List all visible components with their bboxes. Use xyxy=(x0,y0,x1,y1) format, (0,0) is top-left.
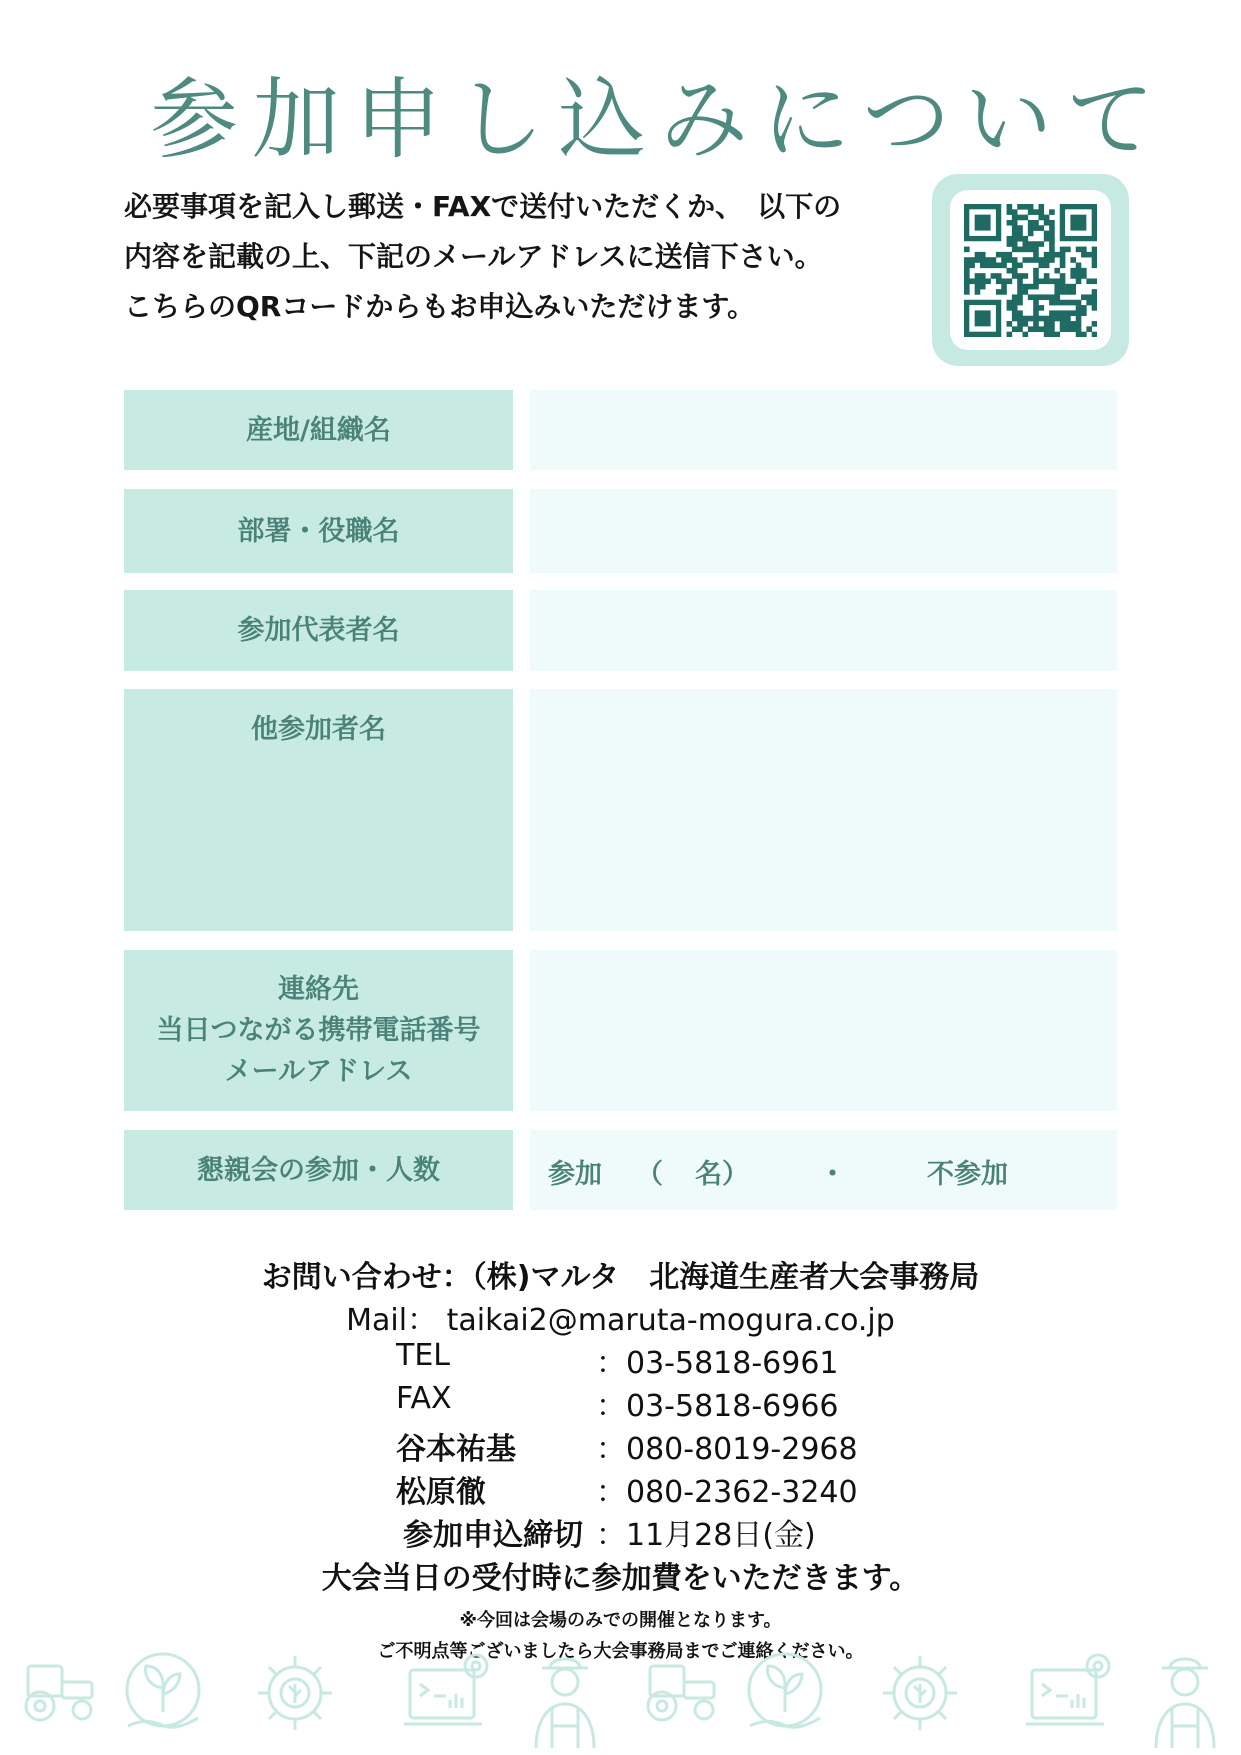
party-count-unit: 名） xyxy=(695,1159,749,1190)
field-label-line: 連絡先 xyxy=(278,974,359,1005)
field-input-representative[interactable] xyxy=(530,590,1117,671)
field-input-other-participants[interactable] xyxy=(530,689,1117,931)
footer-decoration xyxy=(0,1648,1241,1755)
field-input-party[interactable] xyxy=(530,1130,1117,1210)
deadline-value: ：11月28日(金) xyxy=(596,1518,816,1553)
field-input-contact[interactable] xyxy=(530,950,1117,1111)
form-row-other-participants xyxy=(124,689,1117,931)
form-row-organization xyxy=(124,390,1117,470)
deadline-label: 参加申込締切 xyxy=(403,1518,583,1553)
contact-value-person1: ：080-8019-2968 xyxy=(596,1432,858,1467)
field-input-organization[interactable] xyxy=(530,390,1117,470)
fee-note: 大会当日の受付時に参加費をいただきます。 xyxy=(321,1561,920,1596)
contact-value-tel: ：03-5818-6961 xyxy=(596,1346,839,1381)
laptop-gear-icon xyxy=(400,1648,495,1740)
field-input-department[interactable] xyxy=(530,489,1117,573)
contact-label-person1: 谷本祐基 xyxy=(396,1432,516,1467)
tractor-icon xyxy=(640,1648,722,1728)
field-label-contact xyxy=(124,950,513,1111)
intro-line: こちらのQRコードからもお申込みいただけます。 xyxy=(124,290,756,323)
form-row-contact xyxy=(124,950,1117,1111)
party-open-paren: （ xyxy=(636,1159,663,1190)
plant-hand-icon xyxy=(118,1648,208,1743)
field-label-organization: 産地/組織名 xyxy=(124,390,513,470)
field-label-party: 懇親会の参加・人数 xyxy=(124,1130,513,1210)
field-label-other-participants: 他参加者名 xyxy=(124,689,513,931)
note-venue-only: ※今回は会場のみでの開催となります。 xyxy=(459,1610,782,1631)
gear-leaf-icon xyxy=(250,1648,340,1743)
field-label-line: 当日つながる携帯電話番号 xyxy=(156,1015,481,1046)
form-row-department xyxy=(124,489,1117,573)
party-decline-option[interactable]: 不参加 xyxy=(927,1159,1008,1190)
gear-leaf-icon xyxy=(875,1648,965,1743)
intro-text xyxy=(124,182,904,332)
laptop-gear-icon xyxy=(1022,1648,1117,1740)
contact-label-fax: FAX xyxy=(396,1381,452,1416)
farmer-icon xyxy=(520,1648,610,1755)
contact-mail[interactable]: Mail： taikai2@maruta-mogura.co.jp xyxy=(346,1303,895,1338)
qr-code-icon xyxy=(964,204,1097,337)
contact-inquiry: お問い合わせ：（株)マルタ 北海道生産者大会事務局 xyxy=(261,1260,980,1295)
intro-line: 必要事項を記入し郵送・FAXで送付いただくか、 以下の xyxy=(124,190,842,223)
contact-value-fax: ：03-5818-6966 xyxy=(596,1389,839,1424)
contact-value-person2: ：080-2362-3240 xyxy=(596,1475,858,1510)
intro-line: 内容を記載の上、下記のメールアドレスに送信下さい。 xyxy=(124,240,823,273)
field-label-line: メールアドレス xyxy=(224,1056,413,1087)
qr-code-frame xyxy=(932,174,1129,366)
note-inquiry: ご不明点等ございましたら大会事務局までご連絡ください。 xyxy=(377,1641,864,1662)
page-title: 参加申し込みについて xyxy=(150,68,1169,171)
party-separator: ・ xyxy=(819,1159,846,1190)
field-label-department: 部署・役職名 xyxy=(124,489,513,573)
contact-label-person2: 松原徹 xyxy=(396,1475,486,1510)
plant-hand-icon xyxy=(740,1648,830,1743)
form-row-party xyxy=(124,1130,1117,1210)
contact-label-tel: TEL xyxy=(396,1338,450,1373)
tractor-icon xyxy=(18,1648,100,1728)
qr-code[interactable] xyxy=(950,190,1111,350)
party-attend-option[interactable]: 参加 xyxy=(548,1159,602,1190)
field-label-representative: 参加代表者名 xyxy=(124,590,513,671)
farmer-icon xyxy=(1140,1648,1230,1755)
form-row-representative xyxy=(124,590,1117,671)
